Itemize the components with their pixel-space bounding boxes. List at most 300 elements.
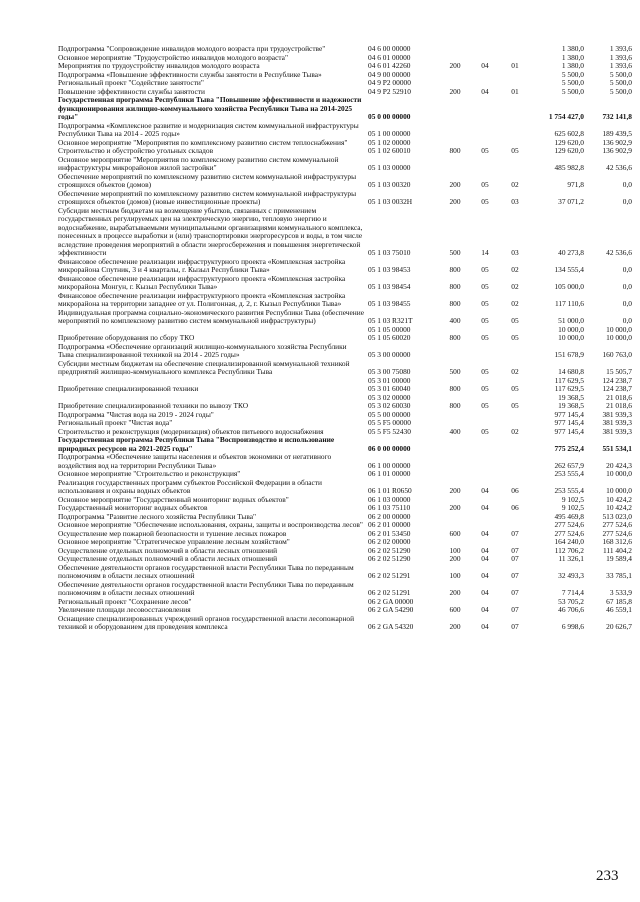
row-expense-type: 200 [449,622,461,631]
row-section [470,71,500,80]
row-code: 06 2 GA 54290 [368,605,414,614]
row-name: Мероприятия по трудоустройству инвалидов молодого возраста [58,61,260,70]
row-code: 05 1 03 00000 [368,163,411,172]
row-subsection [500,156,530,173]
row-amount-year-1: 117 629,5 [554,375,584,385]
row-subsection: 07 [511,605,519,614]
row-amount-year-1: 19 368,5 [558,401,584,410]
row-name: Подпрограмма «Комплексное развитие и модернизация систем коммунальной инфраструктуры Республики Тыва на 2014 - 2025 годы» [58,120,359,138]
table-row [58,309,632,326]
row-expense-type [440,436,470,453]
row-amount-year-2: 10 000,0 [606,469,632,478]
row-name: Подпрограмма «Обеспечение защиты населения и объектов экономики от негативного воздействия вод на территории Республики Тыва» [58,452,332,470]
row-subsection [500,470,530,479]
row-amount-year-2: 136 902,9 [602,137,632,147]
row-amount-year-2: 42 536,6 [606,248,632,257]
row-code: 06 2 02 51291 [368,571,411,580]
row-amount-year-1: 112 706,2 [554,545,584,555]
row-subsection: 01 [511,86,519,96]
row-name: Строительство и реконструкция (модернизация) объектов питьевого водоснабжения [58,426,324,436]
row-amount-year-1: 164 240,0 [554,537,584,546]
row-amount-year-1: 253 555,4 [554,469,584,478]
row-subsection: 05 [511,333,519,342]
row-amount-year-2: 19 589,4 [606,554,632,563]
row-name: Государственная программа Республики Тыва "Повышение эффективности и надежности функционирования жилищно-коммунального хозяйства Республики Тыва на 2014-2025 годы" [58,95,362,121]
row-expense-type [440,343,470,360]
row-section: 04 [481,588,489,597]
row-amount-year-1: 46 706,6 [558,605,584,614]
row-name: Основное мероприятие "Обеспечение использования, охраны, защиты и воспроизводства лесов" [58,520,363,529]
row-code: 06 2 01 00000 [368,520,411,529]
row-expense-type: 200 [449,588,461,597]
row-expense-type: 800 [449,384,461,393]
row-subsection: 05 [511,401,519,410]
row-code: 05 1 03 0032Н [368,197,413,206]
row-code: 06 2 00 00000 [368,511,411,521]
row-amount-year-1: 11 326,1 [558,554,584,563]
row-expense-type [440,453,470,470]
row-code: 06 2 02 00000 [368,537,411,546]
row-name: Государственная программа Республики Тыва "Воспроизводство и использование природных ресурсов на 2021-2025 годы" [58,435,335,453]
row-name: Строительство и обустройство угольных складов [58,146,214,155]
row-amount-year-1: 971,8 [567,180,584,189]
row-amount-year-2: 277 524,6 [602,520,632,529]
row-name: Основное мероприятие "Государственный мониторинг водных объектов" [58,494,289,504]
row-amount-year-2: 10 424,2 [606,503,632,512]
row-expense-type [440,122,470,139]
row-amount-year-2: 21 018,6 [606,401,632,410]
row-section: 05 [481,282,489,291]
table-row [58,343,632,360]
row-subsection: 07 [511,622,519,631]
row-expense-type: 600 [449,528,461,538]
row-code: 05 1 00 00000 [368,129,411,138]
row-name: Увеличение площади лесовосстановления [58,605,191,614]
row-name: Обеспечение деятельности органов государственной власти Республики Тыва по переданным полномочиям в области лесных отношений [58,579,354,597]
row-amount-year-1: 5 500,0 [561,69,584,79]
row-subsection: 03 [511,248,519,257]
row-expense-type: 500 [449,367,461,376]
row-subsection: 05 [511,316,519,325]
row-section: 05 [481,316,489,325]
row-amount-year-1: 10 000,0 [558,324,584,334]
row-amount-year-1: 37 071,2 [558,197,584,206]
row-section [470,343,500,360]
row-section: 04 [481,622,489,631]
row-amount-year-2: 168 312,6 [602,537,632,546]
row-code: 05 3 02 60030 [368,401,411,410]
row-name: Субсидии местным бюджетам на возмещение убытков, связанных с применением государственных регулируемых цен на электрическую энергию, тепловую энергию и водоснабжение, вырабатываемыми муниципальными организациями коммунального комплекса, понесенных в процессе выработки и (или) транспортировки энергоресурсов и воды, в том числе вследствие проведения мероприятий в области энергосбережения и повышения энергетической эффективности [58,205,363,257]
row-section [470,96,500,122]
row-subsection: 05 [511,146,519,155]
row-amount-year-2: 1 393,6 [609,61,632,70]
row-amount-year-1: 977 145,4 [554,418,584,427]
row-name: Приобретение оборудования по сбору ТКО [58,333,195,342]
row-subsection [500,71,530,80]
row-amount-year-2: 15 505,7 [606,367,632,376]
row-amount-year-2: 20 626,7 [606,622,632,631]
row-code: 05 1 05 60020 [368,333,411,342]
row-amount-year-1: 977 145,4 [554,426,584,436]
row-section: 04 [481,571,489,580]
row-subsection: 02 [511,282,519,291]
row-name: Индивидуальная программа социально-экономического развития Республики Тыва (обеспечение мероприятий по комплексному развитию систем коммунальной инфраструктуры) [58,307,364,325]
row-amount-year-2: 5 500,0 [609,78,632,87]
row-name: Основное мероприятие "Мероприятия по комплексному развитию систем теплоснабжения" [58,137,348,147]
row-amount-year-2: 0,0 [622,180,632,189]
row-code: 05 1 03 75010 [368,248,411,257]
row-amount-year-1: 1 380,0 [561,52,584,62]
row-amount-year-2: 160 763,0 [602,350,632,359]
row-amount-year-2: 67 185,8 [606,596,632,606]
row-section: 04 [481,605,489,614]
row-name: Основное мероприятие "Стратегическое управление лесным хозяйством" [58,537,290,546]
row-section: 05 [481,197,489,206]
table-row [58,581,632,598]
row-expense-type: 200 [449,554,461,563]
row-subsection: 05 [511,384,519,393]
row-name: Основное мероприятие "Трудоустройство инвалидов молодого возраста" [58,52,288,62]
row-name: Обеспечение мероприятий по комплексному развитию систем коммунальной инфраструктуры строящихся объектов (домов) [58,171,357,189]
row-subsection [500,96,530,122]
row-amount-year-2: 124 238,7 [602,384,632,393]
row-amount-year-1: 5 500,0 [561,78,584,87]
row-code: 06 1 03 75110 [368,503,411,512]
row-code: 05 0 00 00000 [368,112,411,121]
row-code: 06 1 03 00000 [368,494,411,504]
row-subsection [500,45,530,54]
row-subsection: 06 [511,486,519,495]
table-row [58,173,632,190]
table-row [58,122,632,139]
row-amount-year-2: 277 524,6 [602,528,632,538]
row-code: 06 2 01 53450 [368,528,411,538]
row-code: 04 9 P2 52910 [368,86,411,96]
row-code: 04 6 00 00000 [368,44,411,53]
budget-table [58,45,632,632]
row-amount-year-1: 7 714,4 [561,588,584,597]
row-amount-year-2: 46 559,1 [606,605,632,614]
row-name: Обеспечение мероприятий по комплексному развитию систем коммунальной инфраструктуры строящихся объектов (домов) (новые инвестиционные проекты) [58,188,357,206]
row-amount-year-2: 20 424,3 [606,460,632,470]
row-section [470,411,500,420]
row-amount-year-2: 381 939,3 [602,426,632,436]
row-expense-type [440,71,470,80]
budget-table-body [58,45,632,632]
row-name: Государственный мониторинг водных объектов [58,503,208,512]
row-name: Осуществление отдельных полномочий в области лесных отношений [58,545,278,555]
row-amount-year-1: 14 680,8 [558,367,584,376]
row-subsection: 01 [511,61,519,70]
row-name: Финансовое обеспечение реализации инфраструктурного проекта «Комплексная застройка микрорайона на территории западнее от ул. Полигонная, д. 2, г. Кызыл Республики Тыва» [58,290,346,308]
row-name: Повышение эффективности службы занятости [58,86,205,96]
row-amount-year-1: 1 380,0 [561,61,584,70]
row-section [470,156,500,173]
row-name: Реализация государственных программ субъектов Российской Федерации в области использования и охраны водных объектов [58,477,322,495]
row-amount-year-1: 117 110,6 [554,299,584,308]
row-name: Финансовое обеспечение реализации инфраструктурного проекта «Комплексная застройка микрорайона Спутник, 3 и 4 кварталы, г. Кызыл Республики Тыва» [58,256,346,274]
row-expense-type: 100 [449,571,461,580]
row-section: 04 [481,554,489,563]
row-code: 05 1 03 98455 [368,299,411,308]
row-section [470,513,500,522]
row-expense-type: 800 [449,265,461,274]
row-section: 14 [481,248,489,257]
row-code: 04 6 01 42260 [368,61,411,70]
row-amount-year-2: 111 404,2 [602,545,632,555]
row-amount-year-1: 495 469,8 [554,511,584,521]
row-expense-type: 200 [449,197,461,206]
row-amount-year-1: 32 493,3 [558,571,584,580]
row-amount-year-1: 1 380,0 [561,44,584,53]
row-subsection: 02 [511,299,519,308]
row-code: 05 1 02 00000 [368,137,411,147]
row-amount-year-1: 1 754 427,0 [548,112,584,121]
row-subsection: 07 [511,571,519,580]
row-code: 05 1 03 98453 [368,265,411,274]
row-code: 05 1 02 60010 [368,146,411,155]
row-amount-year-1: 277 524,6 [554,528,584,538]
row-code: 05 1 05 00000 [368,324,411,334]
row-amount-year-1: 977 145,4 [554,409,584,419]
row-name: Обеспечение деятельности органов государственной власти Республики Тыва по переданным полномочиям в области лесных отношений [58,562,354,580]
row-amount-year-1: 117 629,5 [554,384,584,393]
row-name: Финансовое обеспечение реализации инфраструктурного проекта «Комплексная застройка микрорайона Монгун, г. Кызыл Республики Тыва» [58,273,346,291]
row-amount-year-1: 129 620,0 [554,146,584,155]
row-section: 05 [481,299,489,308]
row-name: Подпрограмма "Сопровождение инвалидов молодого возраста при трудоустройстве" [58,44,326,53]
row-amount-year-1: 129 620,0 [554,137,584,147]
row-amount-year-1: 53 705,2 [558,596,584,606]
row-amount-year-1: 775 252,4 [554,443,584,453]
table-row [58,96,632,122]
row-subsection [500,411,530,420]
row-code: 06 2 02 51290 [368,545,411,555]
row-section [470,122,500,139]
row-amount-year-1: 277 524,6 [554,520,584,529]
row-amount-year-2: 21 018,6 [606,392,632,402]
row-subsection: 07 [511,545,519,555]
row-amount-year-2: 732 141,8 [602,112,632,121]
table-row [58,156,632,173]
row-code: 05 5 00 00000 [368,409,411,419]
row-subsection: 07 [511,588,519,597]
row-code: 06 2 GA 54320 [368,622,414,631]
row-code: 04 6 01 00000 [368,52,411,62]
table-row [58,564,632,581]
row-code: 06 2 GA 00000 [368,596,414,606]
row-expense-type [440,513,470,522]
row-expense-type [440,156,470,173]
row-name: Оснащение специализированных учреждений органов государственной власти лесопожарной техникой и оборудованием для проведения комплекса [58,613,355,631]
row-expense-type: 200 [449,61,461,70]
row-amount-year-1: 6 998,6 [561,622,584,631]
row-section: 04 [481,503,489,512]
row-expense-type: 400 [449,426,461,436]
row-amount-year-2: 124 238,7 [602,375,632,385]
row-amount-year-2: 381 939,3 [602,418,632,427]
row-subsection: 02 [511,426,519,436]
row-amount-year-2: 551 534,1 [602,443,632,453]
row-amount-year-1: 40 273,8 [558,248,584,257]
row-expense-type: 800 [449,333,461,342]
row-amount-year-2: 10 000,0 [606,486,632,495]
row-name: Региональный проект "Чистая вода" [58,418,173,427]
row-expense-type: 800 [449,282,461,291]
row-amount-year-1: 9 102,5 [561,503,584,512]
row-name: Подпрограмма «Обеспечение организаций жилищно-коммунального хозяйства Республики Тыва специализированной техникой на 2014 - 2025 годы» [58,341,347,359]
row-amount-year-2: 10 424,2 [606,494,632,504]
row-amount-year-1: 485 982,8 [554,163,584,172]
row-code: 06 2 02 51291 [368,588,411,597]
row-section: 04 [481,545,489,555]
row-name: Подпрограмма "Чистая вода на 2019 - 2024 годы" [58,409,214,419]
table-row [58,190,632,207]
row-expense-type: 100 [449,545,461,555]
row-section: 05 [481,401,489,410]
table-row [58,207,632,258]
row-subsection: 03 [511,197,519,206]
row-name: Региональный проект "Содействие занятости" [58,78,204,87]
row-subsection: 07 [511,528,519,538]
row-name: Подпрограмма «Повышение эффективности службы занятости в Республике Тыва» [58,69,322,79]
row-expense-type [440,470,470,479]
row-amount-year-2: 0,0 [622,316,632,325]
row-code: 05 1 03 R321T [368,316,413,325]
row-section [470,436,500,453]
row-name: Осуществление мер пожарной безопасности и тушение лесных пожаров [58,528,287,538]
page-number: 233 [596,868,619,884]
row-code: 05 3 02 00000 [368,392,411,402]
row-expense-type [440,45,470,54]
row-section: 04 [481,486,489,495]
row-subsection: 07 [511,554,519,563]
row-section: 04 [481,61,489,70]
row-expense-type [440,411,470,420]
row-section: 05 [481,367,489,376]
row-section: 04 [481,86,489,96]
row-amount-year-2: 513 023,0 [602,511,632,521]
row-amount-year-2: 10 000,0 [606,324,632,334]
row-amount-year-1: 151 678,9 [554,350,584,359]
row-amount-year-2: 189 439,5 [602,129,632,138]
row-expense-type [440,96,470,122]
row-amount-year-2: 0,0 [622,299,632,308]
row-section: 05 [481,146,489,155]
row-name: Основное мероприятие "Строительство и реконструкция" [58,469,241,478]
row-section: 05 [481,265,489,274]
row-subsection [500,513,530,522]
row-code: 05 1 03 98454 [368,282,411,291]
row-amount-year-2: 42 536,6 [606,163,632,172]
row-amount-year-2: 0,0 [622,265,632,274]
row-name: Субсидии местным бюджетам на обеспечение специализированной коммунальной техникой предприятий жилищно-коммунального комплекса Республики Тыва [58,358,350,376]
row-amount-year-2: 381 939,3 [602,409,632,419]
table-row [58,436,632,453]
row-section: 05 [481,426,489,436]
row-amount-year-1: 625 602,8 [554,129,584,138]
row-name: Региональный проект "Сохранение лесов" [58,596,192,606]
row-section: 05 [481,384,489,393]
table-row [58,275,632,292]
row-expense-type: 200 [449,86,461,96]
row-code: 06 1 00 00000 [368,460,411,470]
row-amount-year-2: 1 393,6 [609,44,632,53]
row-code: 06 0 00 00000 [368,443,411,453]
row-amount-year-2: 5 500,0 [609,86,632,96]
row-subsection: 06 [511,503,519,512]
row-amount-year-1: 262 657,9 [554,460,584,470]
row-subsection [500,343,530,360]
row-amount-year-2: 1 393,6 [609,52,632,62]
table-row [58,453,632,470]
row-expense-type: 800 [449,401,461,410]
row-section [470,470,500,479]
row-subsection: 02 [511,367,519,376]
row-code: 05 5 F5 52430 [368,426,411,436]
row-amount-year-2: 5 500,0 [609,69,632,79]
row-code: 04 9 P2 00000 [368,78,411,87]
row-expense-type: 200 [449,503,461,512]
row-expense-type: 200 [449,180,461,189]
row-amount-year-2: 3 533,9 [609,588,632,597]
row-amount-year-1: 10 000,0 [558,333,584,342]
row-expense-type: 800 [449,146,461,155]
row-amount-year-2: 33 785,1 [606,571,632,580]
table-row [58,615,632,632]
row-amount-year-1: 253 555,4 [554,486,584,495]
row-amount-year-1: 5 500,0 [561,86,584,96]
row-subsection [500,122,530,139]
row-amount-year-1: 134 555,4 [554,265,584,274]
row-amount-year-1: 19 368,5 [558,392,584,402]
row-name: Подпрограмма "Развитие лесного хозяйства Республики Тыва" [58,511,257,521]
row-code: 06 1 01 00000 [368,469,411,478]
row-section: 05 [481,180,489,189]
row-name: Основное мероприятие "Мероприятия по комплексному развитию систем коммунальной инфраструктуры микрорайонов жилой застройки" [58,154,339,172]
row-amount-year-1: 9 102,5 [561,494,584,504]
row-name: Приобретение специализированной техники [58,384,199,393]
row-amount-year-2: 10 000,0 [606,333,632,342]
row-code: 06 1 01 R0650 [368,486,412,495]
row-expense-type: 400 [449,316,461,325]
row-amount-year-1: 105 000,0 [554,282,584,291]
row-amount-year-1: 51 000,0 [558,316,584,325]
row-section: 04 [481,528,489,538]
row-section [470,453,500,470]
row-amount-year-2: 0,0 [622,197,632,206]
row-name: Осуществление отдельных полномочий в области лесных отношений [58,554,278,563]
row-expense-type: 600 [449,605,461,614]
row-expense-type: 200 [449,486,461,495]
row-expense-type: 500 [449,248,461,257]
table-row [58,292,632,309]
row-subsection: 02 [511,180,519,189]
row-code: 05 3 01 60040 [368,384,411,393]
row-name: Приобретение специализированной техники по вывозу ТКО [58,401,249,410]
row-code: 05 1 03 00320 [368,180,411,189]
table-row [58,360,632,377]
row-code: 05 3 00 75080 [368,367,411,376]
row-section: 05 [481,333,489,342]
row-amount-year-2: 136 902,9 [602,146,632,155]
row-code: 05 5 F5 00000 [368,418,411,427]
row-amount-year-2: 0,0 [622,282,632,291]
row-code: 05 3 00 00000 [368,350,411,359]
row-subsection [500,453,530,470]
row-code: 04 9 00 00000 [368,69,411,79]
table-row [58,479,632,496]
